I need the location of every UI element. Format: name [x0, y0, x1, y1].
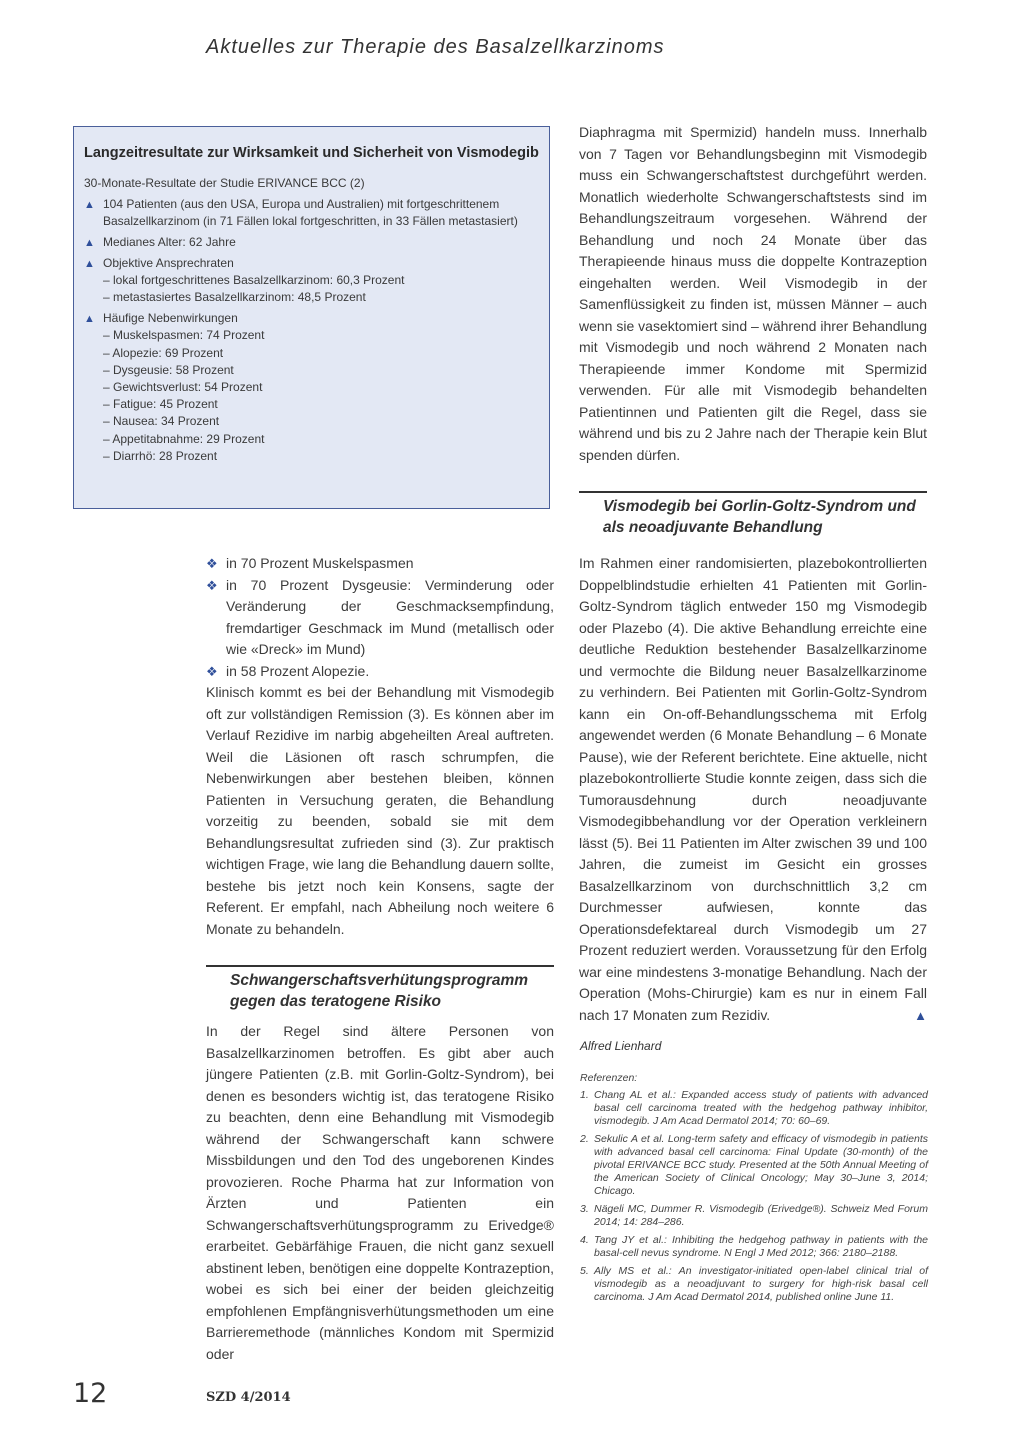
- bullet-text: in 58 Prozent Alopezie.: [226, 662, 370, 679]
- info-box-subitem: – Dysgeusie: 58 Prozent: [103, 362, 539, 379]
- middle-column-bottom: [206, 1021, 554, 1365]
- running-header: Aktuelles zur Therapie des Basalzellkarzinoms: [206, 36, 665, 58]
- triangle-bullet-icon: ▲: [84, 258, 95, 270]
- info-box-subitem: – Diarrhö: 28 Prozent: [103, 448, 539, 465]
- reference-item: [580, 1203, 928, 1229]
- body-paragraph: Diaphragma mit Spermizid) handeln muss. Innerhalb von 7 Tagen vor Behandlungsbeginn mit Vismodegib muss ein Schwangerschaftstest durchgeführt werden. Monatlich wiederholte Schwangerschaftstests sind im Behandlungszeitraum vorgesehen. Während der Behandlung und noch 24 Monate über das Therapieende hinaus muss die doppelte Kontrazeption eingehalten werden. Weil Vismodegib in der Samenflüssigkeit zu finden ist, müssen Männer – auch wenn sie vasektomiert sind – während ihrer Behandlung mit Vismodegib und noch während 2 Monaten nach Therapieende immer Kondome mit Spermizid verwenden. Für alle mit Vismodegib behandelten Patientinnen und Patienten gilt die Regel, dass sie während und bis zu 2 Jahre nach der Therapie kein Blut spenden dürfen.: [579, 124, 927, 463]
- journal-issue: SZD 4/2014: [206, 1390, 291, 1405]
- body-paragraph: Klinisch kommt es bei der Behandlung mit Vismodegib oft zur vollständigen Remission (3). Es können aber im Verlauf Rezidive im narbig abgeheilten Areal auftreten. Weil die Läsionen oft rasch schrumpfen, die Nebenwirkungen aber bestehen bleiben, können Patienten in Versuchung geraten, die Behandlung vorzeitig zu beenden, sobald sie mit dem Behandlungsresultat zufrieden sind (3). Zur praktisch wichtigen Frage, wie lang die Behandlung dauern sollte, bestehe bis jetzt noch kein Konsens, sagte der Referent. Er empfahl, nach Abheilung noch weitere 6 Monate zu behandeln.: [206, 684, 554, 937]
- reference-text: Nägeli MC, Dummer R. Vismodegib (Erivedge®). Schweiz Med Forum 2014; 14: 284–286.: [594, 1203, 928, 1228]
- diamond-bullet-icon: ❖: [206, 663, 218, 679]
- bullet-item: [206, 661, 554, 683]
- body-paragraph: [579, 553, 927, 1026]
- info-box-item: [84, 255, 539, 306]
- info-box-sublist: [103, 327, 539, 465]
- reference-item: [580, 1265, 928, 1304]
- bullet-text: in 70 Prozent Dysgeusie: Verminderung oder Veränderung der Geschmacksempfindung, fremdartiger Geschmack im Mund (metallisch oder wie «Dreck» im Mund): [226, 576, 554, 657]
- body-paragraph: In der Regel sind ältere Personen von Basalzellkarzinomen betroffen. Es gibt aber auch jüngere Patienten (z.B. mit Gorlin-Goltz-Syndrom), bei denen es besonders wichtig ist, das teratogene Risiko zu beachten, denn eine Behandlung mit Vismodegib während der Schwangerschaft kann schwere Missbildungen und den Tod des ungeborenen Kindes provozieren. Roche Pharma hat zur Information von Ärzten und Patienten ein Schwangerschaftsverhütungsprogramm zu Erivedge® erarbeitet. Gebärfähige Frauen, die nicht ganz sexuell abstinent leben, benötigen eine doppelte Kontrazeption, wobei es sich bei einer der beiden gleichzeitig empfohlenen Empfängnisverhütungsmethoden um eine Barrieremethode (männliches Kondom mit Spermizid oder: [206, 1023, 554, 1362]
- author-name: Alfred Lienhard: [580, 1039, 662, 1053]
- reference-text: Ally MS et al.: An investigator-initiated open-label clinical trial of vismodegib as a neoadjuvant to surgery for high-risk basal cell carcinoma. J Am Acad Dermatol 2014, published online June 11.: [594, 1265, 928, 1303]
- info-box-subitem: – Nausea: 34 Prozent: [103, 413, 539, 430]
- reference-text: Tang JY et al.: Inhibiting the hedgehog pathway in patients with the basal-cell nevus syndrome. N Engl J Med 2012; 366: 2180–2188.: [594, 1234, 928, 1259]
- triangle-bullet-icon: ▲: [84, 313, 95, 326]
- info-box-subitem: – Fatigue: 45 Prozent: [103, 396, 539, 413]
- reference-text: Sekulic A et al. Long-term safety and efficacy of vismodegib in patients with advanced basal cell carcinoma: Final Update (30-month) of the pivotal ERIVANCE BCC study. Presented at the 50th Annual Meeting of the American Society of Clinical Oncology; May 30–June 3, 2014; Chicago.: [594, 1133, 928, 1197]
- info-box-subitem: – lokal fortgeschrittenes Basalzellkarzinom: 60,3 Prozent: [103, 272, 539, 289]
- info-box-item: [84, 310, 539, 465]
- section-heading: Vismodegib bei Gorlin-Goltz-Syndrom und als neoadjuvante Behandlung: [603, 498, 916, 536]
- reference-number: 5.: [580, 1265, 589, 1277]
- info-box-subitem: – Gewichtsverlust: 54 Prozent: [103, 379, 539, 396]
- info-box-subitem: – Alopezie: 69 Prozent: [103, 345, 539, 362]
- body-text: Im Rahmen einer randomisierten, plazebokontrollierten Doppelblindstudie erhielten 41 Patienten mit Gorlin-Goltz-Syndrom täglich entweder 150 mg Vismodegib oder Plazebo (4). Die aktive Behandlung erreichte eine deutliche Reduktion bestehender Basalzellkarzinome und vermochte die Bildung neuer Basalzellkarzinome zu verhindern. Bei Patienten mit Gorlin-Goltz-Syndrom kann ein On-off-Behandlungsschema mit Erfolg angewendet werden (6 Monate Behandlung – 6 Monate Pause), wie der Referent berichtete. Eine aktuelle, nicht plazebokontrollierte Studie konnte zeigen, dass sich die Tumorausdehnung durch neoadjuvante Vismodegibbehandlung vor der Operation verkleinern lässt (5). Bei 11 Patienten im Alter zwischen 39 und 100 Jahren, die zumeist im Gesicht ein grosses Basalzellkarzinom von durchschnittlich 3,2 cm Durchmesser aufwiesen, konnte das Operationsdefektareal durch Vismodegib um 27 Prozent reduziert werden. Voraussetzung für den Erfolg war eine mindestens 3-monatige Behandlung. Nach der Operation (Mohs-Chirurgie) kam es nur in einem Fall nach 17 Monaten zum Rezidiv.: [579, 555, 927, 1023]
- section-heading-contraception: [206, 965, 554, 1012]
- info-box-item-text: Medianes Alter: 62 Jahre: [103, 235, 236, 249]
- bullet-item: [206, 553, 554, 575]
- references-label: Referenzen:: [580, 1072, 638, 1084]
- info-box-item-text: Objektive Ansprechraten: [103, 256, 234, 270]
- info-box: [73, 126, 550, 509]
- right-column-top: [579, 122, 927, 466]
- bullet-text: in 70 Prozent Muskelspasmen: [226, 555, 414, 571]
- reference-number: 2.: [580, 1133, 589, 1145]
- middle-column-top: [206, 553, 554, 940]
- reference-item: [580, 1089, 928, 1128]
- section-heading-gorlin: [579, 491, 927, 538]
- info-box-subitem: – Appetitabnahme: 29 Prozent: [103, 431, 539, 448]
- info-box-item: [84, 234, 539, 251]
- references: [580, 1072, 928, 1309]
- info-box-sublist: [103, 272, 539, 306]
- info-box-item: [84, 196, 539, 230]
- info-box-subitem: – metastasiertes Basalzellkarzinom: 48,5 Prozent: [103, 289, 539, 306]
- info-box-title: Langzeitresultate zur Wirksamkeit und Sicherheit von Vismodegib: [84, 145, 539, 161]
- reference-item: [580, 1133, 928, 1198]
- right-column-bottom: [579, 553, 927, 1026]
- reference-item: [580, 1234, 928, 1260]
- triangle-bullet-icon: ▲: [84, 199, 95, 211]
- info-box-item-text: Häufige Nebenwirkungen: [103, 311, 238, 326]
- triangle-bullet-icon: ▲: [84, 237, 95, 249]
- info-box-subtitle: 30-Monate-Resultate der Studie ERIVANCE BCC (2): [84, 176, 365, 190]
- reference-list: [580, 1089, 928, 1304]
- info-box-list: [84, 196, 539, 465]
- diamond-bullet-icon: ❖: [206, 556, 218, 571]
- info-box-item-text: 104 Patienten (aus den USA, Europa und Australien) mit fortgeschrittenem Basalzellkarzinom (in 71 Fällen lokal fortgeschritten, in 33 Fällen metastasiert): [103, 197, 518, 228]
- reference-number: 4.: [580, 1234, 589, 1246]
- bullet-item: [206, 575, 554, 661]
- reference-number: 1.: [580, 1089, 589, 1101]
- bullet-list: [206, 553, 554, 682]
- info-box-subitem: – Muskelspasmen: 74 Prozent: [103, 327, 539, 344]
- diamond-bullet-icon: ❖: [206, 577, 218, 593]
- reference-text: Chang AL et al.: Expanded access study of patients with advanced basal cell carcinoma treated with the hedgehog pathway inhibitor, vismodegib. J Am Acad Dermatol 2014; 70: 60–69.: [594, 1089, 928, 1127]
- end-triangle-icon: ▲: [914, 1007, 927, 1023]
- page-number: 12: [73, 1378, 108, 1409]
- section-heading: Schwangerschaftsverhütungsprogramm gegen das teratogene Risiko: [230, 972, 529, 1010]
- reference-number: 3.: [580, 1203, 589, 1215]
